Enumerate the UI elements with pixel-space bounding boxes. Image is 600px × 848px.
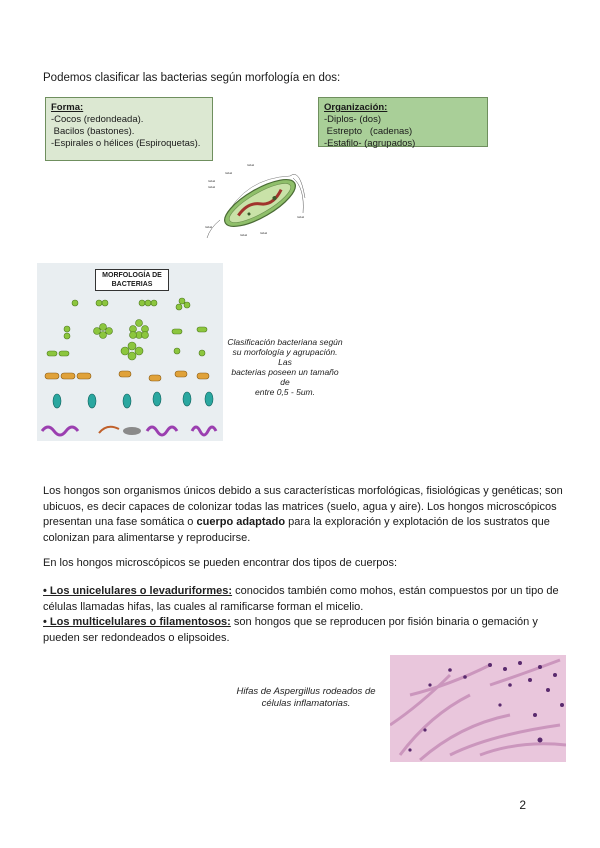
bacteria-shapes-icon (37, 291, 223, 441)
caption-line: entre 0,5 - 5um. (254, 387, 315, 397)
bacteria-morphology-poster (37, 263, 223, 441)
hifas-caption (222, 686, 390, 710)
intro-text: Podemos clasificar las bacterias según morfología en dos: (43, 72, 341, 84)
forma-line: Bacilos (bastones). (51, 126, 135, 137)
organizacion-line: Estrepto (cadenas) (324, 126, 413, 137)
caption-line: células inflamatorias. (261, 698, 351, 709)
text-bold: cuerpo adaptado (196, 516, 286, 528)
organizacion-line: -Estafilo- (agrupados) (324, 138, 416, 149)
bacterial-cell-illustration (205, 158, 310, 240)
unicelulares-label: • Los unicelulares o levaduriformes: (43, 585, 233, 597)
organizacion-line: -Diplos- (dos) (324, 114, 382, 125)
svg-text:label: label (260, 231, 268, 235)
multicelulares-text: son hongos que se reproducen por fisión binaria o gemación y pueden ser redondeados o elipsoides. (43, 616, 538, 644)
unicelulares-text: conocidos también como mohos, están compuestos por un tipo de células llamadas hifas, las cuales al ramificarse forman el micelio. (43, 585, 559, 613)
caption-line: Hifas de Aspergillus rodeados de (236, 686, 376, 697)
forma-box (45, 97, 213, 161)
svg-text:label: label (297, 215, 305, 219)
svg-text:label: label (205, 225, 213, 229)
svg-text:label: label (240, 233, 248, 237)
hongos-paragraph-1 (43, 484, 563, 546)
svg-text:label: label (225, 171, 233, 175)
page-number: 2 (519, 798, 526, 812)
forma-line: -Cocos (redondeada). (51, 114, 144, 125)
text-run: para la exploración y explotación de los sustratos que colonizan para alimentarse y reproducirse. (43, 516, 550, 544)
bacteria-caption (226, 337, 344, 397)
svg-text:label: label (247, 163, 255, 167)
svg-text:label: label (208, 185, 216, 189)
forma-heading: Forma: (51, 102, 84, 113)
poster-title: MORFOLOGÍA DE BACTERIAS (95, 269, 169, 291)
histology-image (390, 655, 566, 762)
unicelulares-item (43, 584, 563, 615)
text-run: Los hongos son organismos únicos debido a sus características morfológicas, fisiológicas y genéticas; son ubicuos, es decir capaces de colonizar todas las matrices (suelo, agua y aire). Los hongos microscópicos presentan una fase somática o (43, 485, 563, 528)
caption-line: bacterias poseen un tamaño de (231, 367, 339, 387)
hongos-paragraph-2: En los hongos microscópicos se pueden encontrar dos tipos de cuerpos: (43, 557, 398, 569)
svg-text:label: label (208, 179, 216, 183)
multicelulares-item (43, 615, 563, 646)
multicelulares-label: • Los multicelulares o filamentosos: (43, 616, 231, 628)
forma-line: -Espirales o hélices (Espiroquetas). (51, 138, 201, 149)
organizacion-heading: Organización: (324, 102, 388, 113)
caption-line: su morfología y agrupación. Las (232, 347, 338, 367)
caption-line: Clasificación bacteriana según (227, 337, 343, 347)
organizacion-box (318, 97, 488, 147)
